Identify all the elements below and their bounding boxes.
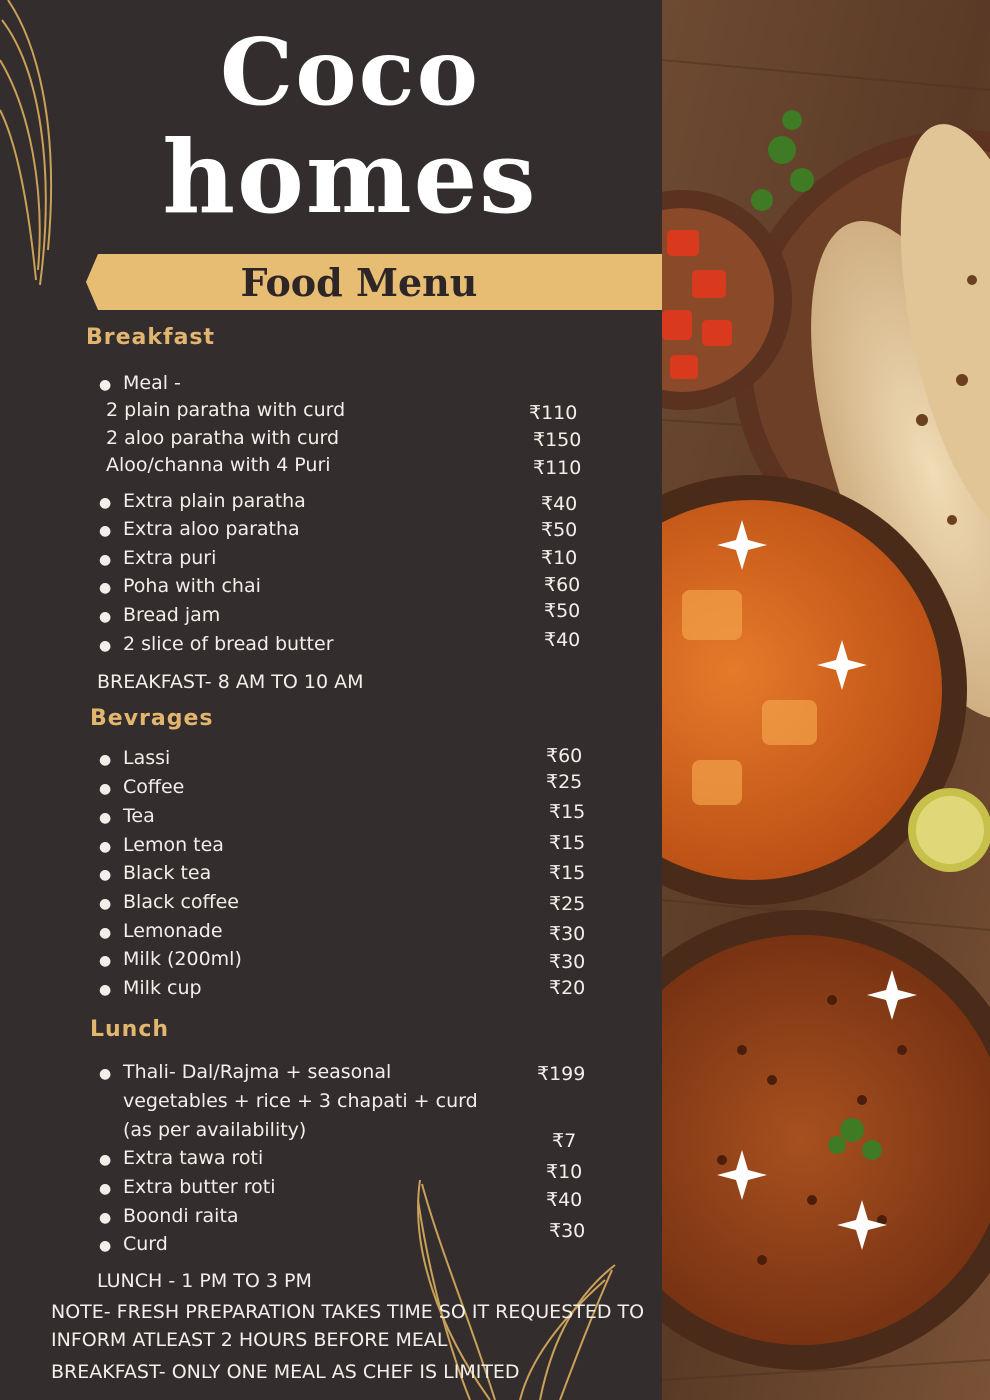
list-item: Lemonade xyxy=(123,920,223,942)
meal-option: 2 aloo paratha with curd xyxy=(106,427,340,449)
item-price: ₹15 xyxy=(549,801,586,823)
bullet-icon: ● xyxy=(99,638,112,654)
list-item: Milk (200ml) xyxy=(123,948,242,970)
item-price: ₹60 xyxy=(544,574,581,596)
item-price: ₹15 xyxy=(549,832,586,854)
item-price: ₹40 xyxy=(541,493,578,515)
list-item: Extra butter roti xyxy=(123,1176,276,1198)
bullet-icon: ● xyxy=(99,1238,112,1254)
list-item: Boondi raita xyxy=(123,1205,239,1227)
bullet-icon: ● xyxy=(99,867,112,883)
section-heading-beverages: Bevrages xyxy=(90,706,214,731)
section-heading-lunch: Lunch xyxy=(90,1017,170,1042)
thali-line: vegetables + rice + 3 chapati + curd xyxy=(123,1090,478,1112)
bullet-icon: ● xyxy=(99,953,112,969)
bullet-icon: ● xyxy=(99,552,112,568)
list-item: 2 slice of bread butter xyxy=(123,633,334,655)
bullet-icon: ● xyxy=(99,1152,112,1168)
bullet-icon: ● xyxy=(99,752,112,768)
item-price: ₹50 xyxy=(541,519,578,541)
meal-label: Meal - xyxy=(123,372,181,394)
item-price: ₹25 xyxy=(549,893,586,915)
bullet-icon: ● xyxy=(99,609,112,625)
meal-option: 2 plain paratha with curd xyxy=(106,399,346,421)
list-item: Black coffee xyxy=(123,891,239,913)
item-price: ₹50 xyxy=(544,600,581,622)
item-price: ₹10 xyxy=(546,1161,583,1183)
bullet-icon: ● xyxy=(99,580,112,596)
item-price: ₹40 xyxy=(546,1189,583,1211)
item-price: ₹7 xyxy=(552,1130,577,1152)
bullet-icon: ● xyxy=(99,495,112,511)
list-item: Bread jam xyxy=(123,604,221,626)
section-heading-breakfast: Breakfast xyxy=(86,325,216,350)
banner-title: Food Menu xyxy=(240,260,478,305)
bullet-icon: ● xyxy=(99,982,112,998)
thali-line: (as per availability) xyxy=(123,1119,307,1141)
breakfast-timing: BREAKFAST- 8 AM TO 10 AM xyxy=(97,671,364,693)
thali-price: ₹199 xyxy=(537,1063,586,1085)
bullet-icon: ● xyxy=(99,839,112,855)
bullet-icon: ● xyxy=(99,810,112,826)
bullet-icon: ● xyxy=(99,896,112,912)
list-item: Lemon tea xyxy=(123,834,224,856)
list-item: Extra plain paratha xyxy=(123,490,306,512)
item-price: ₹40 xyxy=(544,629,581,651)
bullet-icon: ● xyxy=(99,377,112,393)
bullet-icon: ● xyxy=(99,925,112,941)
meal-option-price: ₹150 xyxy=(533,429,582,451)
item-price: ₹15 xyxy=(549,862,586,884)
item-price: ₹30 xyxy=(549,951,586,973)
indian-food-photo xyxy=(662,0,990,1400)
bullet-icon: ● xyxy=(99,1181,112,1197)
item-price: ₹20 xyxy=(549,977,586,999)
list-item: Extra puri xyxy=(123,547,217,569)
thali-line: Thali- Dal/Rajma + seasonal xyxy=(123,1061,392,1083)
note-line: BREAKFAST- ONLY ONE MEAL AS CHEF IS LIMITED xyxy=(51,1361,520,1383)
list-item: Poha with chai xyxy=(123,575,261,597)
list-item: Curd xyxy=(123,1233,168,1255)
list-item: Black tea xyxy=(123,862,212,884)
note-line: NOTE- FRESH PREPARATION TAKES TIME SO IT REQUESTED TO xyxy=(51,1301,645,1323)
item-price: ₹60 xyxy=(546,745,583,767)
lunch-timing: LUNCH - 1 PM TO 3 PM xyxy=(97,1270,312,1292)
brand-name-line2: homes xyxy=(162,118,538,236)
item-price: ₹10 xyxy=(541,547,578,569)
bullet-icon: ● xyxy=(99,523,112,539)
item-price: ₹30 xyxy=(549,1220,586,1242)
list-item: Coffee xyxy=(123,776,185,798)
note-line: INFORM ATLEAST 2 HOURS BEFORE MEAL xyxy=(51,1329,448,1351)
bullet-icon: ● xyxy=(99,1210,112,1226)
meal-option: Aloo/channa with 4 Puri xyxy=(106,454,331,476)
item-price: ₹30 xyxy=(549,923,586,945)
bullet-icon: ● xyxy=(99,1066,112,1082)
list-item: Milk cup xyxy=(123,977,202,999)
list-item: Lassi xyxy=(123,747,171,769)
list-item: Extra tawa roti xyxy=(123,1147,264,1169)
meal-option-price: ₹110 xyxy=(533,457,582,479)
brand-name-line1: Coco xyxy=(220,18,480,126)
meal-option-price: ₹110 xyxy=(529,402,578,424)
list-item: Tea xyxy=(123,805,155,827)
list-item: Extra aloo paratha xyxy=(123,518,300,540)
bullet-icon: ● xyxy=(99,781,112,797)
item-price: ₹25 xyxy=(546,771,583,793)
